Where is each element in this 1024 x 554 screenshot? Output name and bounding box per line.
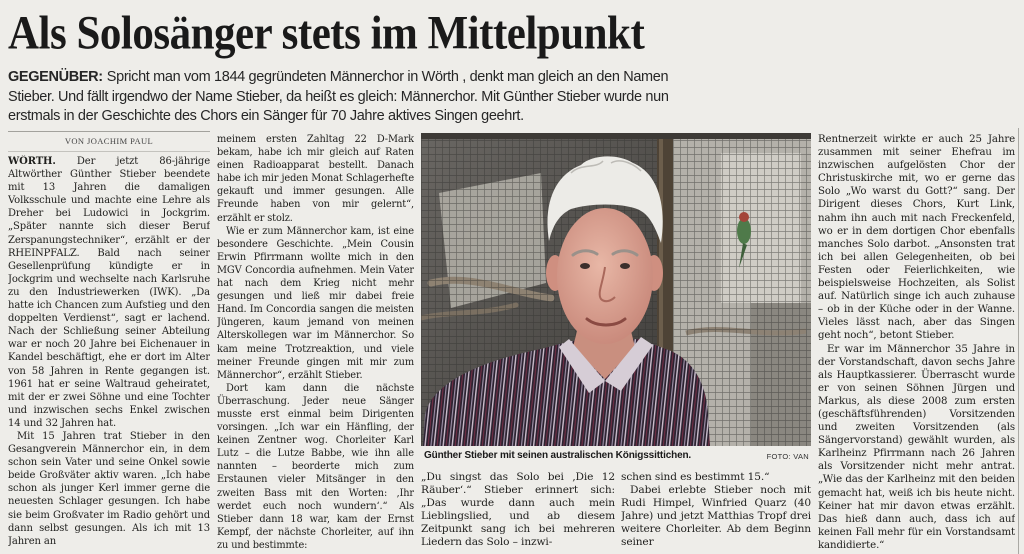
paragraph: Mit 15 Jahren trat Stieber in den Gesangverein Männerchor ein, in dem schon sein Vater und seine Onkel sowie beide Großväter aktiv waren. „Ich habe schon als junger Kerl immer gerne die neuesten Schlager gesungen. Ich habe sie beim Großvater im Radio gehört und dann selbst gesungen. Als ich mit 13 Jahren an — [8, 430, 210, 547]
lead-kicker: GEGENÜBER: — [8, 69, 103, 85]
paragraph — [8, 155, 210, 430]
text-column-1 — [8, 155, 210, 554]
headline: Als Solosänger stets im Mittelpunkt — [8, 7, 645, 60]
text-column-5 — [818, 133, 1015, 554]
column-rule — [1018, 128, 1019, 554]
photo-caption — [421, 448, 811, 464]
byline: VON JOACHIM PAUL — [8, 131, 210, 152]
paragraph: Wie er zum Männerchor kam, ist eine besondere Geschichte. „Mein Cousin Erwin Pfirrmann wollte mich in den MGV Concordia aufnehmen. Mein Vater hat nach dem Krieg nicht mehr gesungen und ließ mir dabei freie Hand. Im Concordia sangen die meisten Jüngeren, kaum jemand von meinen Alterskollegen war im Männerchor. So kam meine Trotzreaktion, und viele meiner Freunde gingen mit mir zum Männerchor“, erzählt Stieber. — [217, 225, 414, 381]
paragraph: schen sind es bestimmt 15.“ — [621, 471, 770, 483]
dateline: WÖRTH. — [8, 156, 56, 167]
caption-text: Günther Stieber mit seinen australischen Königssittichen. — [424, 450, 692, 461]
text-column-2 — [217, 133, 414, 554]
paragraph: Dabei erlebte Stieber noch mit Rudi Himpel, Winfried Quarz (40 Jahre) und jetzt Matthias Tropf drei weitere Chorleiter. Ab dem Beginn seiner — [621, 484, 811, 549]
top-beam — [421, 133, 811, 139]
eye-left — [580, 263, 590, 269]
photo-credit: FOTO: VAN — [766, 452, 809, 461]
eye-right — [620, 263, 630, 269]
paragraph-text: Der jetzt 86-jährige Altwörther Günther Stieber beendete mit 13 Jahren die damaligen Volksschule und machte eine Lehre als Dreher bei Ludowici in Jockgrim. „Später nannte sich dieser Beruf Zerspanungstechniker“, erzählt er der RHEINPFALZ. Bald nach seiner Gesellenprüfung kündigte er in Jockgrim und wechselte nach Karlsruhe zu den Industriewerken (IWK). „Da hatte ich Chancen zum Aufstieg und den doppelten Verdienst“, sagt er lachend. Nach der Schließung seiner Abteilung war er noch 20 Jahre bei Eichenauer in Kandel beschäftigt, ehe er dort im Alter von 58 Jahren in Rente gegangen ist. 1961 hat er seine Waltraud geheiratet, mit der er zwei Söhne und eine Tochter und inzwischen sechs Enkel zwischen 14 und 32 Jahren hat. — [8, 156, 210, 429]
article-photo — [421, 133, 811, 446]
lead-paragraph — [8, 68, 708, 127]
paragraph: Dort kam dann die nächste Überraschung. Jeder neue Sänger musste erst einmal beim Dirigenten vorsingen. „Ich war ein Hänfling, der keinen Zentner wog. Chorleiter Karl Lutz – die Lutze Babbe, wie ihn alle nannten – beorderte mich zum Erstaunen vieler Mitsänger in den zweiten Bass mit den Worten: ‚Ihr werdet euch noch wundern‘.“ Als Stieber dann 18 war, kam der Ernst Kempf, der nächste Chorleiter, auf ihn zu und bestimmte: — [217, 382, 414, 551]
parakeet-head — [739, 212, 749, 222]
paragraph: Rentnerzeit wirkte er auch 25 Jahre zusammen mit seiner Ehefrau im inzwischen aufgelösten Chor der Christuskirche mit, wo er gerne das Solo „Wo warst du Gott?“ sang. Der Dirigent dieses Chors, Kurt Link, nahm ihn auch mit nach Freckenfeld, wo er in dem dortigen Chor ebenfalls manches Solo darbot. „Ansonsten trat ich bei allen Gelegenheiten, ob bei Festen oder Feierlichkeiten, wie beispielsweise Hochzeiten, als Solist auf. Natürlich singe ich auch zuhause – ob in der Küche oder in der Wanne. Vieles lässt nach, aber das Singen geht noch“, betont Stieber. — [818, 134, 1015, 342]
paragraph: meinem ersten Zahltag 22 D-Mark bekam, habe ich mir gleich auf Raten einen Radioapparat bestellt. Danach habe ich mir jeden Monat Schlagerhefte gekauft und immer gesungen. Alle Freunde haben von mir gelernt“, erzählt er stolz. — [217, 134, 414, 224]
lead-text: Spricht man vom 1844 gegründeten Männerchor in Wörth , denkt man gleich an den Namen Stieber. Und fällt irgendwo der Name Stieber, da heißt es gleich: Männerchor. Mit Günther Stieber wurde nun erstmals in der Geschichte des Chors ein Sänger für 70 Jahre aktives Singen geehrt. — [8, 69, 669, 124]
text-column-3 — [421, 471, 615, 554]
paragraph: „Du singst das Solo bei ‚Die 12 Räuber‘.“ Stieber erinnert sich: „Das wurde dann auch mein Lieblingslied, und ab diesem Zeitpunkt sang ich bei mehreren Liedern das Solo – inzwi- — [421, 471, 615, 549]
paragraph: Er war im Männerchor 35 Jahre in der Vorstandschaft, davon sechs Jahre als Hauptkassierer. Überrascht wurde er von seinen Söhnen Jürgen und Markus, als diese 2008 zum ersten (geschäftsführenden) Vorsitzenden und zweiten Vorsitzenden (als Sängervorstand) gewählt wurden, als Karlheinz Pfirrmann nach 26 Jahren als Vorsitzender nicht mehr antrat. „Wie das der Karlheinz mit den beiden gemacht hat, weiß ich bis heute nicht. Keiner hat mir davon etwas erzählt. Das hieß dann auch, dass ich auf keinen Fall mehr für ein Vorstandsamt kandidierte.“ — [818, 343, 1015, 551]
text-column-4 — [621, 471, 811, 554]
